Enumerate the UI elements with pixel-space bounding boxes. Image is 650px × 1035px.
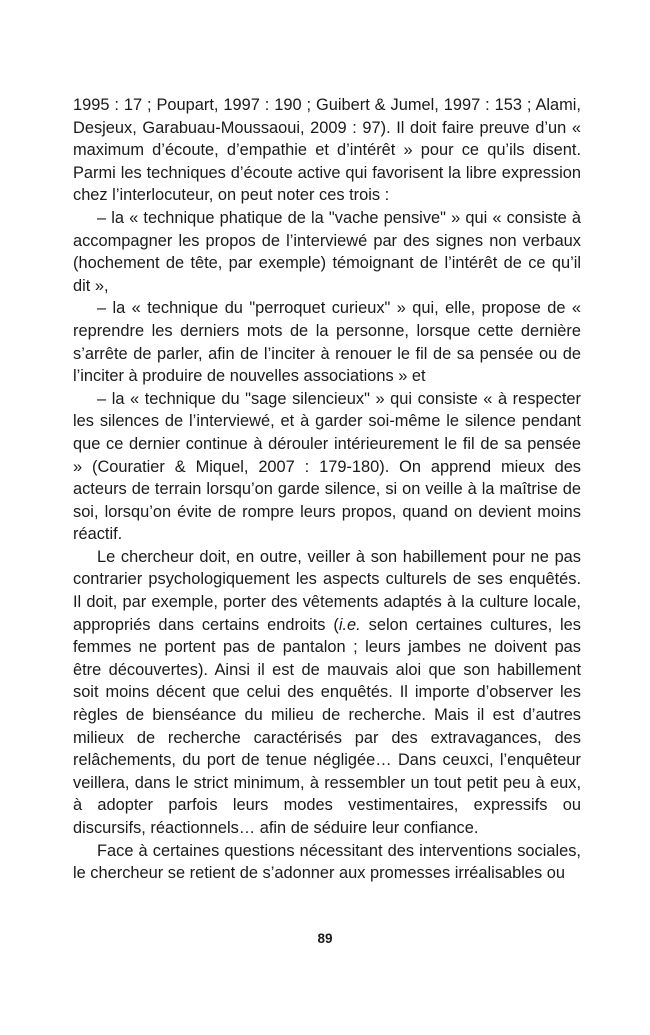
- paragraph-questions-sociales: Face à certaines questions nécessitant des interventions sociales, le chercheur se retient de s’adonner aux promesses irréalisables ou: [73, 841, 581, 883]
- list-item-sage-silencieux: – la « technique du "sage silencieux" » qui consiste « à respecter les silences de l’interviewé, et à garder soi-même le silence pendant que ce dernier continue à dérouler intérieurement le fil de sa pensée » (Couratier & Miquel, 2007 : 179-180). On apprend mieux des acteurs de terrain lorsqu’on garde silence, si on veille à la maîtrise de soi, lorsqu’on évite de rompre leurs propos, quand on devient moins réactif.: [73, 389, 581, 544]
- paragraph-continuation: 1995 : 17 ; Poupart, 1997 : 190 ; Guibert & Jumel, 1997 : 153 ; Alami, Desjeux, Garabuau-Moussaoui, 2009 : 97). Il doit faire preuve d’un « maximum d’écoute, d’empathie et d’intérêt » pour ce qu’ils disent. Parmi les techniques d’écoute active qui favorisent la libre expression chez l’interlocuteur, on peut noter ces trois :: [73, 96, 581, 205]
- paragraph-habillement-ie: i.e.: [338, 615, 361, 634]
- paragraph-habillement-text-after: selon certaines cultures, les femmes ne portent pas de pantalon ; leurs jambes ne doivent pas être découvertes). Ainsi il est de mauvais aloi que son habillement soit moins décent que celui des enquêtés. Il importe d’observer les règles de bienséance du milieu de recherche. Mais il est d’autres milieux de recherche caractérisés par des extravagances, des relâchements, du port de tenue négligée… Dans ceuxci, l’enquêteur veillera, dans le strict minimum, à ressembler un tout petit peu à eux, à adopter parfois leurs modes vestimentaires, expressifs ou discursifs, réactionnels… afin de séduire leur confiance.: [73, 615, 581, 837]
- paragraph-habillement: [73, 546, 581, 840]
- list-item-perroquet-curieux: – la « technique du "perroquet curieux" » qui, elle, propose de « reprendre les derniers mots de la personne, lorsque cette dernière s’arrête de parler, afin de l’inciter à renouer le fil de sa pensée ou de l’inciter à produire de nouvelles associations » et: [73, 299, 581, 386]
- page-body: [73, 94, 581, 885]
- list-item-vache-pensive: – la « technique phatique de la "vache pensive" » qui « consiste à accompagner les propos de l’interviewé par des signes non verbaux (hochement de tête, par exemple) témoignant de l’intérêt de ce qu’il dit »,: [73, 208, 581, 295]
- page-number: 89: [317, 931, 333, 946]
- paragraph-habillement-text-before: Le chercheur doit, en outre, veiller à son habillement pour ne pas contrarier psychologiquement les aspects culturels de ses enquêtés. Il doit, par exemple, porter des vêtements adaptés à la culture locale, appropriés dans certains endroits (: [73, 547, 581, 634]
